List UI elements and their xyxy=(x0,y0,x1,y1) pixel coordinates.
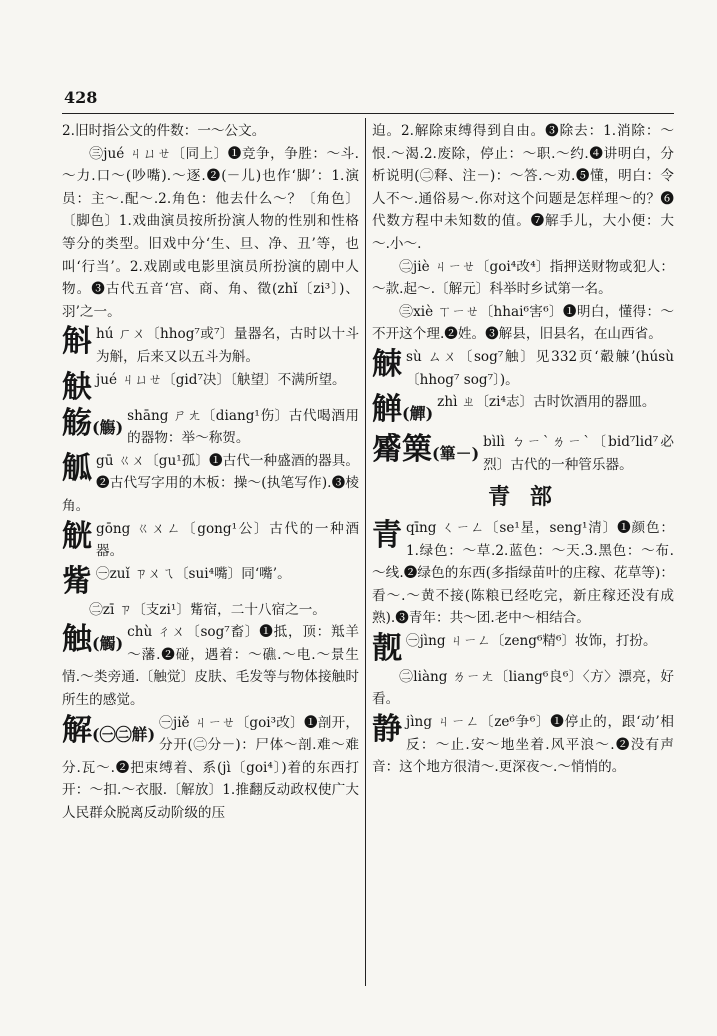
headword-char: 觯 xyxy=(372,392,402,428)
entry-text: ㊀zuǐ ㄗㄨㄟ〔sui⁴嘴〕同‘嘴’。 xyxy=(96,565,291,582)
variant-form: (篳－) xyxy=(432,444,480,464)
page-number: 428 xyxy=(64,88,98,107)
entry-qing xyxy=(372,517,674,630)
headword: 觚 xyxy=(62,450,92,486)
headword: 觫 xyxy=(372,346,402,382)
headword-char: 觞 xyxy=(62,405,92,441)
entry-text: 迫。2.解除束缚得到自由。❸除去：1.消除：～恨.～渴.2.废除，停止：～职.～约.❹讲明白，分析说明(㊁释、注－)：～答.～劝.❺懂，明白：令人不～.通俗易～.你对这个问题是怎样理～的？❻代数方程中未知数的值。❼解手儿，大小便：大～.小～. xyxy=(372,123,674,252)
headword xyxy=(372,391,433,431)
entry-text: hú ㄏㄨ〔hhog⁷或⁷〕量器名，古时以十斗为斛，后来又以五斗为斛。 xyxy=(96,326,359,365)
headword: 靓 xyxy=(372,630,402,666)
entry-jie xyxy=(62,712,359,825)
entry-text: chù ㄔㄨ〔sog⁷畜〕❶抵，顶：羝羊～藩.❷碰，遇着：～礁.～电.～景生情.～类旁通.〔触觉〕皮肤、毛发等与物体接触时所生的感觉。 xyxy=(62,624,359,709)
entry-text: ㊂jué ㄐㄩㄝ〔同上〕❶竞争，争胜：～斗.～力.口～(吵嘴).～逐.❷(－儿)也作‘脚’：1.演员：主～.配～.2.角色：他去什么～？〔角色〕〔脚色〕1.戏曲演员按所扮演人物的性别和性格等分的类型。旧戏中分‘生、旦、净、丑’等，也叫‘行当’。2.戏剧或电影里演员所扮演的剧中人物。❸古代五音‘宫、商、角、徵(zhǐ〔zi³〕)、羽’之一。 xyxy=(62,145,359,320)
entry-chu xyxy=(62,621,359,711)
entry-jing2 xyxy=(372,711,674,779)
header-rule xyxy=(62,113,674,114)
entry-text: gōng ㄍㄨㄥ〔gong¹公〕古代的一种酒器。 xyxy=(96,520,359,560)
entry-text: ㊂xiè ㄒㄧㄝ〔hhai⁶害⁶〕❶明白，懂得：～不开这个理.❷姓。❸解县，旧县名，在山西省。 xyxy=(372,303,674,343)
variant-form: (㊀㊁觧) xyxy=(92,724,156,744)
entry-text: 2.旧时指公文的件数：一～公文。 xyxy=(62,123,266,139)
entry-text: gū ㄍㄨ〔gu¹孤〕❶古代一种盛酒的器具。❷古代写字用的木板：操～(执笔写作).❸棱角。 xyxy=(62,452,359,514)
entry-text: shāng ㄕㄤ〔diang¹伤〕古代喝酒用的器物：举～称贺。 xyxy=(127,407,359,447)
column-divider xyxy=(365,118,366,986)
entry-text: ㊀jiě ㄐㄧㄝ〔goi³改〕❶剖开，分开(㊁分－)：尸体～剖.难～难分.瓦～.❷把束缚着、系(jì〔goi⁴〕)着的东西打开：～扣.～衣服.〔解放〕1.推翻反动政权使广大人民群众脱离反动阶级的压 xyxy=(62,714,359,822)
headword: 斛 xyxy=(62,324,92,360)
headword xyxy=(62,405,123,445)
headword: 静 xyxy=(372,712,402,748)
headword-char: 触 xyxy=(62,622,92,658)
headword: 觖 xyxy=(62,369,92,405)
variant-form: (觴) xyxy=(92,417,124,437)
headword: 觜 xyxy=(62,563,92,599)
variant-form: (觸) xyxy=(92,634,124,654)
headword xyxy=(62,621,123,661)
entry-shang xyxy=(62,405,359,450)
right-column xyxy=(372,120,674,779)
headword: 青 xyxy=(372,517,402,553)
section-heading: 青 部 xyxy=(488,484,558,511)
entry-text: bìlì ㄅㄧˋㄌㄧˋ〔bid⁷lid⁷必烈〕古代的一种管乐器。 xyxy=(483,434,674,473)
entry-gong xyxy=(62,518,359,563)
left-column xyxy=(62,120,359,825)
entry-zhi xyxy=(372,391,674,431)
headword xyxy=(372,431,479,471)
variant-form: (觶) xyxy=(402,404,434,424)
entry-text: sù ㄙㄨ〔sog⁷触〕见332页‘觳觫’(húsù〔hhog⁷ sog⁷〕)。 xyxy=(406,348,674,388)
entry-jue xyxy=(62,369,359,405)
entry-text: qīng ㄑㄧㄥ〔se¹星，seng¹清〕❶颜色：1.绿色：～草.2.蓝色：～天.3.黑色：～布.～线.❷绿色的东西(多指绿苗叶的庄稼、花草等)：看～.～黄不接(陈粮已经吃完，新庄稼还没有成熟).❸青年：共～团.老中～相结合。 xyxy=(372,519,674,627)
entry-hu xyxy=(62,323,359,368)
headword xyxy=(62,712,155,752)
entry-text: ㊀jìng ㄐㄧㄥ〔zeng⁶精⁶〕妆饰，打扮。 xyxy=(406,632,657,649)
entry-text: jué ㄐㄩㄝ〔gid⁷决〕〔觖望〕不满所望。 xyxy=(96,371,346,388)
entry-zui xyxy=(62,563,359,599)
headword: 觥 xyxy=(62,518,92,554)
entry-text: ㊁zī ㄗ〔支zi¹〕觜宿，二十八宿之一。 xyxy=(89,601,326,618)
entry-text: jìng ㄐㄧㄥ〔ze⁶争⁶〕❶停止的，跟‘动’相反：～止.安～地坐着.风平浪～.❷没有声音：这个地方很清～.更深夜～.～悄悄的。 xyxy=(372,714,674,776)
entry-su xyxy=(372,346,674,391)
headword-char: 解 xyxy=(62,712,92,748)
entry-text: ㊁liàng ㄌㄧㄤ〔liang⁶良⁶〕〈方〉漂亮，好看。 xyxy=(372,668,674,708)
entry-jing xyxy=(372,630,674,666)
entry-gu xyxy=(62,450,359,518)
entry-text: zhì ㄓ〔zi⁴志〕古时饮酒用的器皿。 xyxy=(437,394,656,411)
headword-char: 觱篥 xyxy=(372,432,432,468)
entry-bili xyxy=(372,431,674,476)
entry-text: ㊁jiè ㄐㄧㄝ〔goi⁴改⁴〕指押送财物或犯人：～款.起～.〔解元〕科举时乡试第一名。 xyxy=(372,258,674,298)
